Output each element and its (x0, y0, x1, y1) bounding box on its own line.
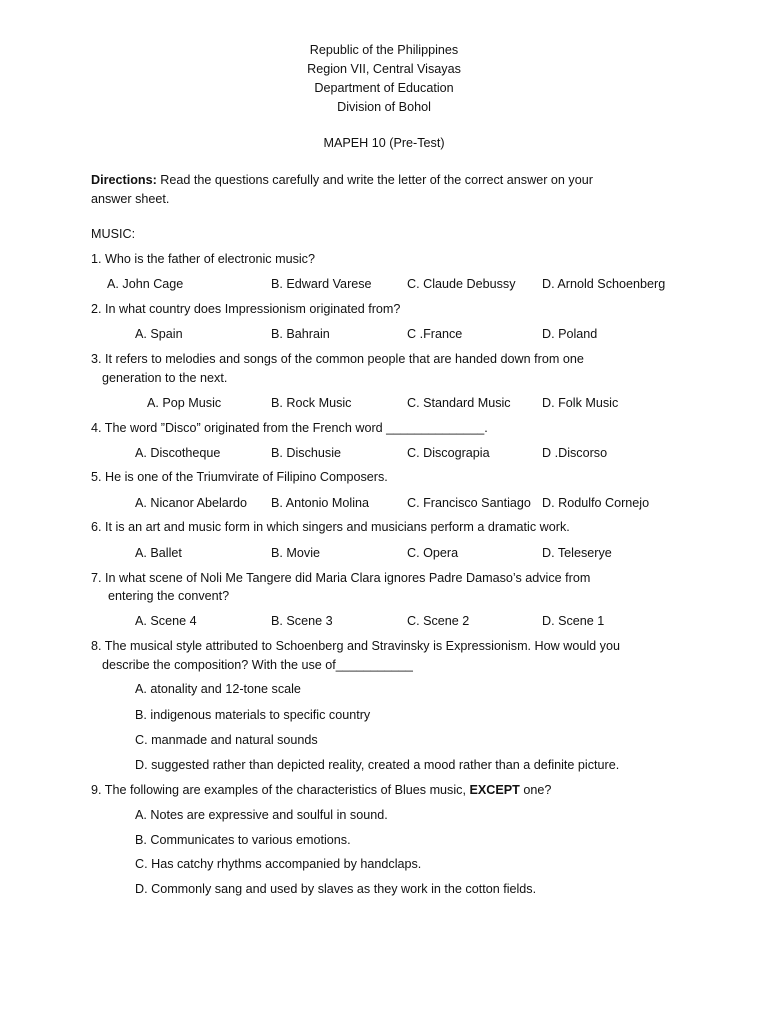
question-7-option-a: A. Scene 4 (135, 614, 197, 628)
question-6-text: 6. It is an art and music form in which singers and musicians perform a dramatic work. (91, 520, 570, 534)
question-8-option-a: A. atonality and 12-tone scale (135, 682, 301, 696)
header-republic: Republic of the Philippines (309, 43, 459, 57)
question-5-option-a: A. Nicanor Abelardo (135, 496, 248, 510)
header-department: Department of Education (314, 81, 454, 95)
section-music-label: MUSIC: (91, 227, 136, 241)
question-9-option-b: B. Communicates to various emotions. (135, 833, 351, 847)
question-9-option-c: C. Has catchy rhythms accompanied by handclaps. (135, 857, 422, 871)
question-9-option-d: D. Commonly sang and used by slaves as they work in the cotton fields. (135, 882, 537, 896)
question-4-option-c: C. Discograpia (407, 446, 490, 460)
question-1-text: 1. Who is the father of electronic music? (91, 252, 315, 266)
question-2-option-a: A. Spain (135, 327, 183, 341)
question-8-option-d: D. suggested rather than depicted reality, created a mood rather than a definite picture. (135, 758, 620, 772)
question-3-text-line-1: 3. It refers to melodies and songs of the common people that are handed down from one (91, 352, 584, 366)
directions-line-2: answer sheet. (91, 192, 170, 206)
question-1-option-d: D. Arnold Schoenberg (542, 277, 666, 291)
question-4-option-b: B. Dischusie (271, 446, 341, 460)
question-6-option-a: A. Ballet (135, 546, 182, 560)
question-2-option-b: B. Bahrain (271, 327, 330, 341)
question-5-option-c: C. Francisco Santiago (407, 496, 531, 510)
question-8-text-line-1: 8. The musical style attributed to Schoenberg and Stravinsky is Expressionism. How would you (91, 639, 620, 653)
question-5-text: 5. He is one of the Triumvirate of Filipino Composers. (91, 470, 388, 484)
question-9-text (91, 783, 551, 797)
question-4-text: 4. The word ”Disco” originated from the French word ______________. (91, 421, 488, 435)
question-4-option-d: D .Discorso (542, 446, 608, 460)
question-3-option-c: C. Standard Music (407, 396, 511, 410)
question-7-text-line-2: entering the convent? (108, 589, 230, 603)
question-7-text-line-1: 7. In what scene of Noli Me Tangere did Maria Clara ignores Padre Damaso’s advice from (91, 571, 591, 585)
header-division: Division of Bohol (337, 100, 431, 114)
question-3-option-a: A. Pop Music (147, 396, 222, 410)
question-9-option-a: A. Notes are expressive and soulful in sound. (135, 808, 388, 822)
question-1-option-a: A. John Cage (107, 277, 184, 291)
question-2-option-c: C .France (407, 327, 463, 341)
question-9-text-emphasis: EXCEPT (469, 783, 520, 797)
question-8-text-line-2: describe the composition? With the use of___________ (102, 658, 413, 672)
question-8-option-c: C. manmade and natural sounds (135, 733, 318, 747)
directions-label: Directions: (91, 173, 157, 187)
question-1-option-b: B. Edward Varese (271, 277, 372, 291)
question-5-option-d: D. Rodulfo Cornejo (542, 496, 650, 510)
header-region: Region VII, Central Visayas (307, 62, 461, 76)
question-8-option-b: B. indigenous materials to specific country (135, 708, 371, 722)
question-4-option-a: A. Discotheque (135, 446, 221, 460)
question-9-text-pre: 9. The following are examples of the characteristics of Blues music, (91, 783, 470, 797)
question-9-text-post: one? (519, 783, 552, 797)
question-2-option-d: D. Poland (542, 327, 598, 341)
question-7-option-b: B. Scene 3 (271, 614, 333, 628)
question-7-option-c: C. Scene 2 (407, 614, 470, 628)
question-6-option-b: B. Movie (271, 546, 320, 560)
question-1-option-c: C. Claude Debussy (407, 277, 516, 291)
question-5-option-b: B. Antonio Molina (271, 496, 370, 510)
question-3-option-d: D. Folk Music (542, 396, 619, 410)
question-6-option-c: C. Opera (407, 546, 459, 560)
question-3-option-b: B. Rock Music (271, 396, 352, 410)
question-6-option-d: D. Teleserye (542, 546, 612, 560)
question-3-text-line-2: generation to the next. (102, 371, 228, 385)
directions-line-1 (91, 173, 593, 187)
directions-text: Read the questions carefully and write the letter of the correct answer on your (156, 173, 593, 187)
question-7-option-d: D. Scene 1 (542, 614, 605, 628)
question-2-text: 2. In what country does Impressionism originated from? (91, 302, 401, 316)
test-title: MAPEH 10 (Pre-Test) (323, 136, 445, 150)
